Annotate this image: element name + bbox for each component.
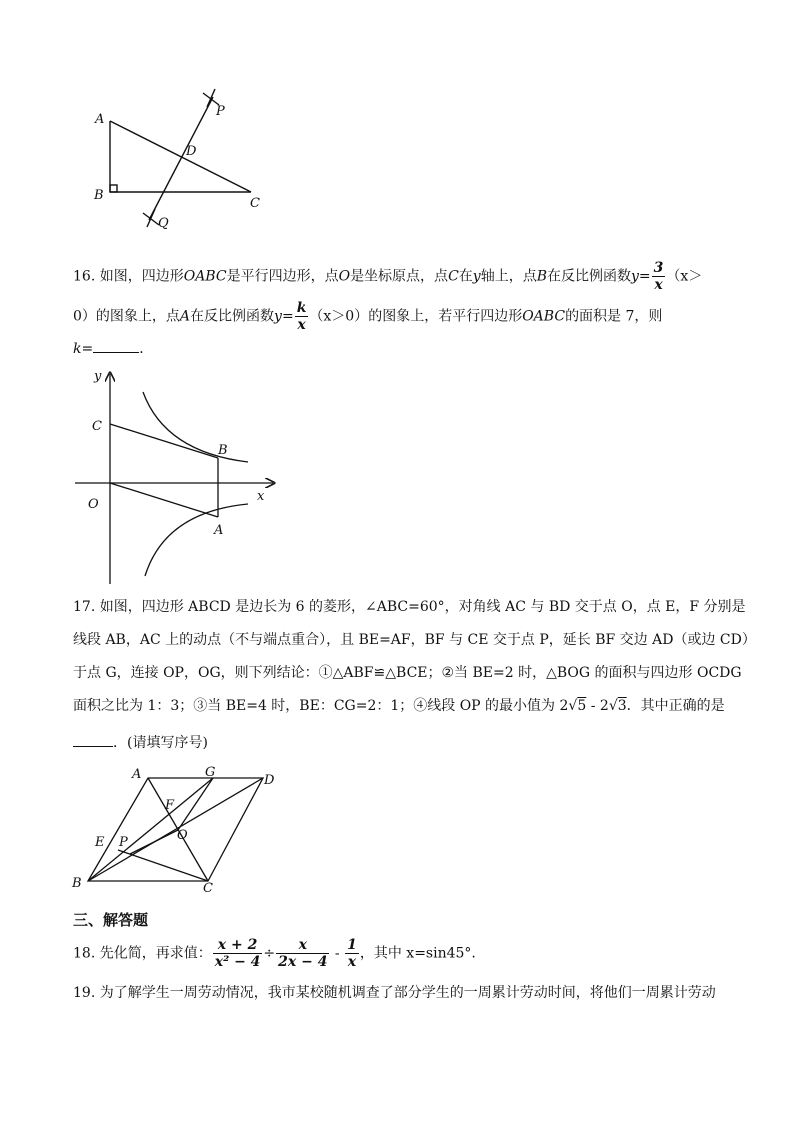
label-c: C	[250, 196, 260, 211]
segment-oa	[110, 483, 218, 517]
q16-line2: 0）的图象上，点A在反比例函数y= $\frac{k}{x}$ （x＞0）的图象上，若平行四边形OABC的面积是 7，则	[73, 300, 663, 333]
label-b: B	[72, 876, 82, 891]
label-e: E	[95, 835, 105, 850]
section-title: 三、解答题	[73, 911, 149, 929]
label-a: A	[95, 112, 105, 127]
q17-line4: 面积之比为 1：3；③当 BE=4 时，BE：CG=2：1；④线段 OP 的最小值为 2√5 - 2√3．其中正确的是	[73, 698, 725, 714]
right-angle-mark	[110, 185, 117, 192]
answer-blank-16[interactable]	[93, 338, 139, 353]
fraction-x-over-2x-4: $\frac{x}{2x - 4}$	[278, 937, 328, 970]
q17-line2: 线段 AB，AC 上的动点（不与端点重合），且 BE=AF，BF 与 CE 交于点 P，延长 BF 交边 AD（或边 CD）	[73, 632, 756, 648]
segment-ac	[110, 121, 251, 192]
label-a: A	[214, 523, 224, 538]
answer-blank-17[interactable]	[73, 732, 113, 747]
figure-coordinate-parallelogram	[70, 362, 290, 590]
label-c: C	[203, 881, 213, 892]
fraction-1-over-x: $\frac{1}{x}$	[347, 937, 357, 970]
diagonal-bd	[88, 778, 263, 881]
figure-triangle-bisector	[85, 85, 285, 235]
q17-line3: 于点 G，连接 OP，OG，则下列结论：①△ABF≌△BCE；②当 BE=2 时，△BOG 的面积与四边形 OCDG	[73, 665, 742, 681]
bisector-line-pq	[149, 97, 213, 220]
q19-line1: 19. 为了解学生一周劳动情况，我市某校随机调查了部分学生的一周累计劳动时间，将他们一周累计劳动	[73, 985, 716, 1001]
label-c: C	[92, 419, 102, 434]
label-f: F	[165, 798, 175, 813]
arc-mark-q	[143, 209, 159, 227]
label-p: P	[119, 835, 128, 850]
segment-og	[178, 778, 213, 830]
q17-line5: ．(请填写序号)	[73, 732, 208, 753]
label-g: G	[205, 765, 216, 780]
q16-line3: k= ．	[73, 338, 153, 359]
figure-rhombus	[70, 762, 290, 892]
label-b: B	[218, 443, 228, 458]
fraction-3-over-x: $\frac{3}{x}$	[653, 260, 664, 293]
segment-cb	[110, 424, 218, 458]
label-b: B	[94, 188, 104, 203]
segment-op	[130, 830, 178, 854]
label-a: A	[132, 767, 142, 782]
label-o: O	[177, 828, 188, 843]
segment-bg	[88, 778, 213, 881]
label-p: P	[216, 104, 225, 119]
label-q: Q	[158, 216, 169, 231]
label-d: D	[264, 773, 275, 788]
segment-ce	[118, 850, 208, 881]
label-o: O	[88, 497, 99, 512]
label-y-axis: y	[94, 369, 102, 384]
q18-line: 18. 先化简，再求值： $\frac{x + 2}{\text{x² − 4}}$ ÷ $\frac{x}{2x - 4}$ - $\frac{1}{x}$ ，其中 x=sin45°.	[73, 937, 476, 970]
label-x-axis: x	[257, 489, 265, 504]
fraction-k-over-x: $\frac{k}{x}$	[296, 300, 307, 333]
hyperbola-lower	[145, 504, 248, 576]
q17-line1: 17. 如图，四边形 ABCD 是边长为 6 的菱形，∠ABC=60°，对角线 AC 与 BD 交于点 O，点 E，F 分别是	[73, 599, 746, 615]
label-d: D	[186, 144, 197, 159]
fraction-x-plus-2: $\frac{x + 2}{\text{x² − 4}}$	[214, 937, 261, 970]
q16-line1: 16. 如图，四边形OABC是平行四边形，点O是坐标原点，点C在y轴上，点B在反比例函数y= $\frac{3}{x}$ （x＞	[73, 260, 703, 293]
